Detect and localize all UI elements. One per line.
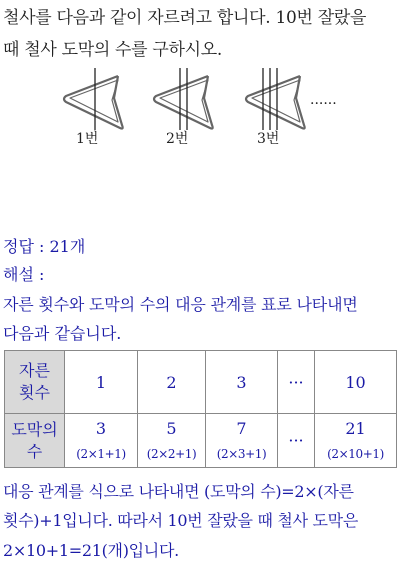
table-cell: 3 (206, 351, 278, 414)
explanation-line-2: 횟수)+1입니다. 따라서 10번 잘랐을 때 철사 도막은 (3, 511, 358, 530)
table-row (5, 414, 397, 468)
table-cell: 7 (2×3+1) (206, 414, 278, 468)
figure-label-1: 1번 (76, 131, 99, 147)
explanation-line-1: 대응 관계를 식으로 나타내면 (도막의 수)=2×(자른 (3, 482, 354, 501)
question-line-1: 철사를 다음과 같이 자르려고 합니다. 10번 잘랐을 (3, 8, 367, 28)
table-cell: 5 (2×2+1) (138, 414, 206, 468)
row-header-piece-count: 도막의 수 (5, 414, 65, 468)
table-cell: 3 (2×1+1) (65, 414, 138, 468)
answer-line: 정답 : 21개 (3, 237, 86, 256)
explanation-line-3: 2×10+1=21(개)입니다. (3, 541, 179, 560)
figure-label-2: 2번 (166, 131, 189, 147)
figure-label-3: 3번 (257, 131, 280, 147)
correspondence-table (4, 350, 397, 468)
table-cell: ··· (278, 351, 315, 414)
explanation-text-line-1: 자른 횟수와 도막의 수의 대응 관계를 표로 나타내면 (3, 295, 358, 314)
table-row (5, 351, 397, 414)
wire-triangle-1 (64, 76, 123, 129)
table-cell: ··· (278, 414, 315, 468)
table-cell: 1 (65, 351, 138, 414)
figure-ellipsis: ...... (310, 92, 337, 108)
explanation-text-line-2: 다음과 같습니다. (3, 324, 122, 343)
table-cell: 21 (2×10+1) (315, 414, 397, 468)
wire-triangle-2 (154, 76, 213, 129)
table-cell: 2 (138, 351, 206, 414)
row-header-cut-count: 자른 횟수 (5, 351, 65, 414)
triangle-wires-drawing (0, 62, 400, 157)
table-cell: 10 (315, 351, 397, 414)
explanation-title: 해설 : (3, 265, 45, 284)
wire-triangle-3 (246, 76, 305, 129)
question-line-2: 때 철사 도막의 수를 구하시오. (3, 40, 222, 60)
wire-cut-figure (0, 62, 400, 157)
